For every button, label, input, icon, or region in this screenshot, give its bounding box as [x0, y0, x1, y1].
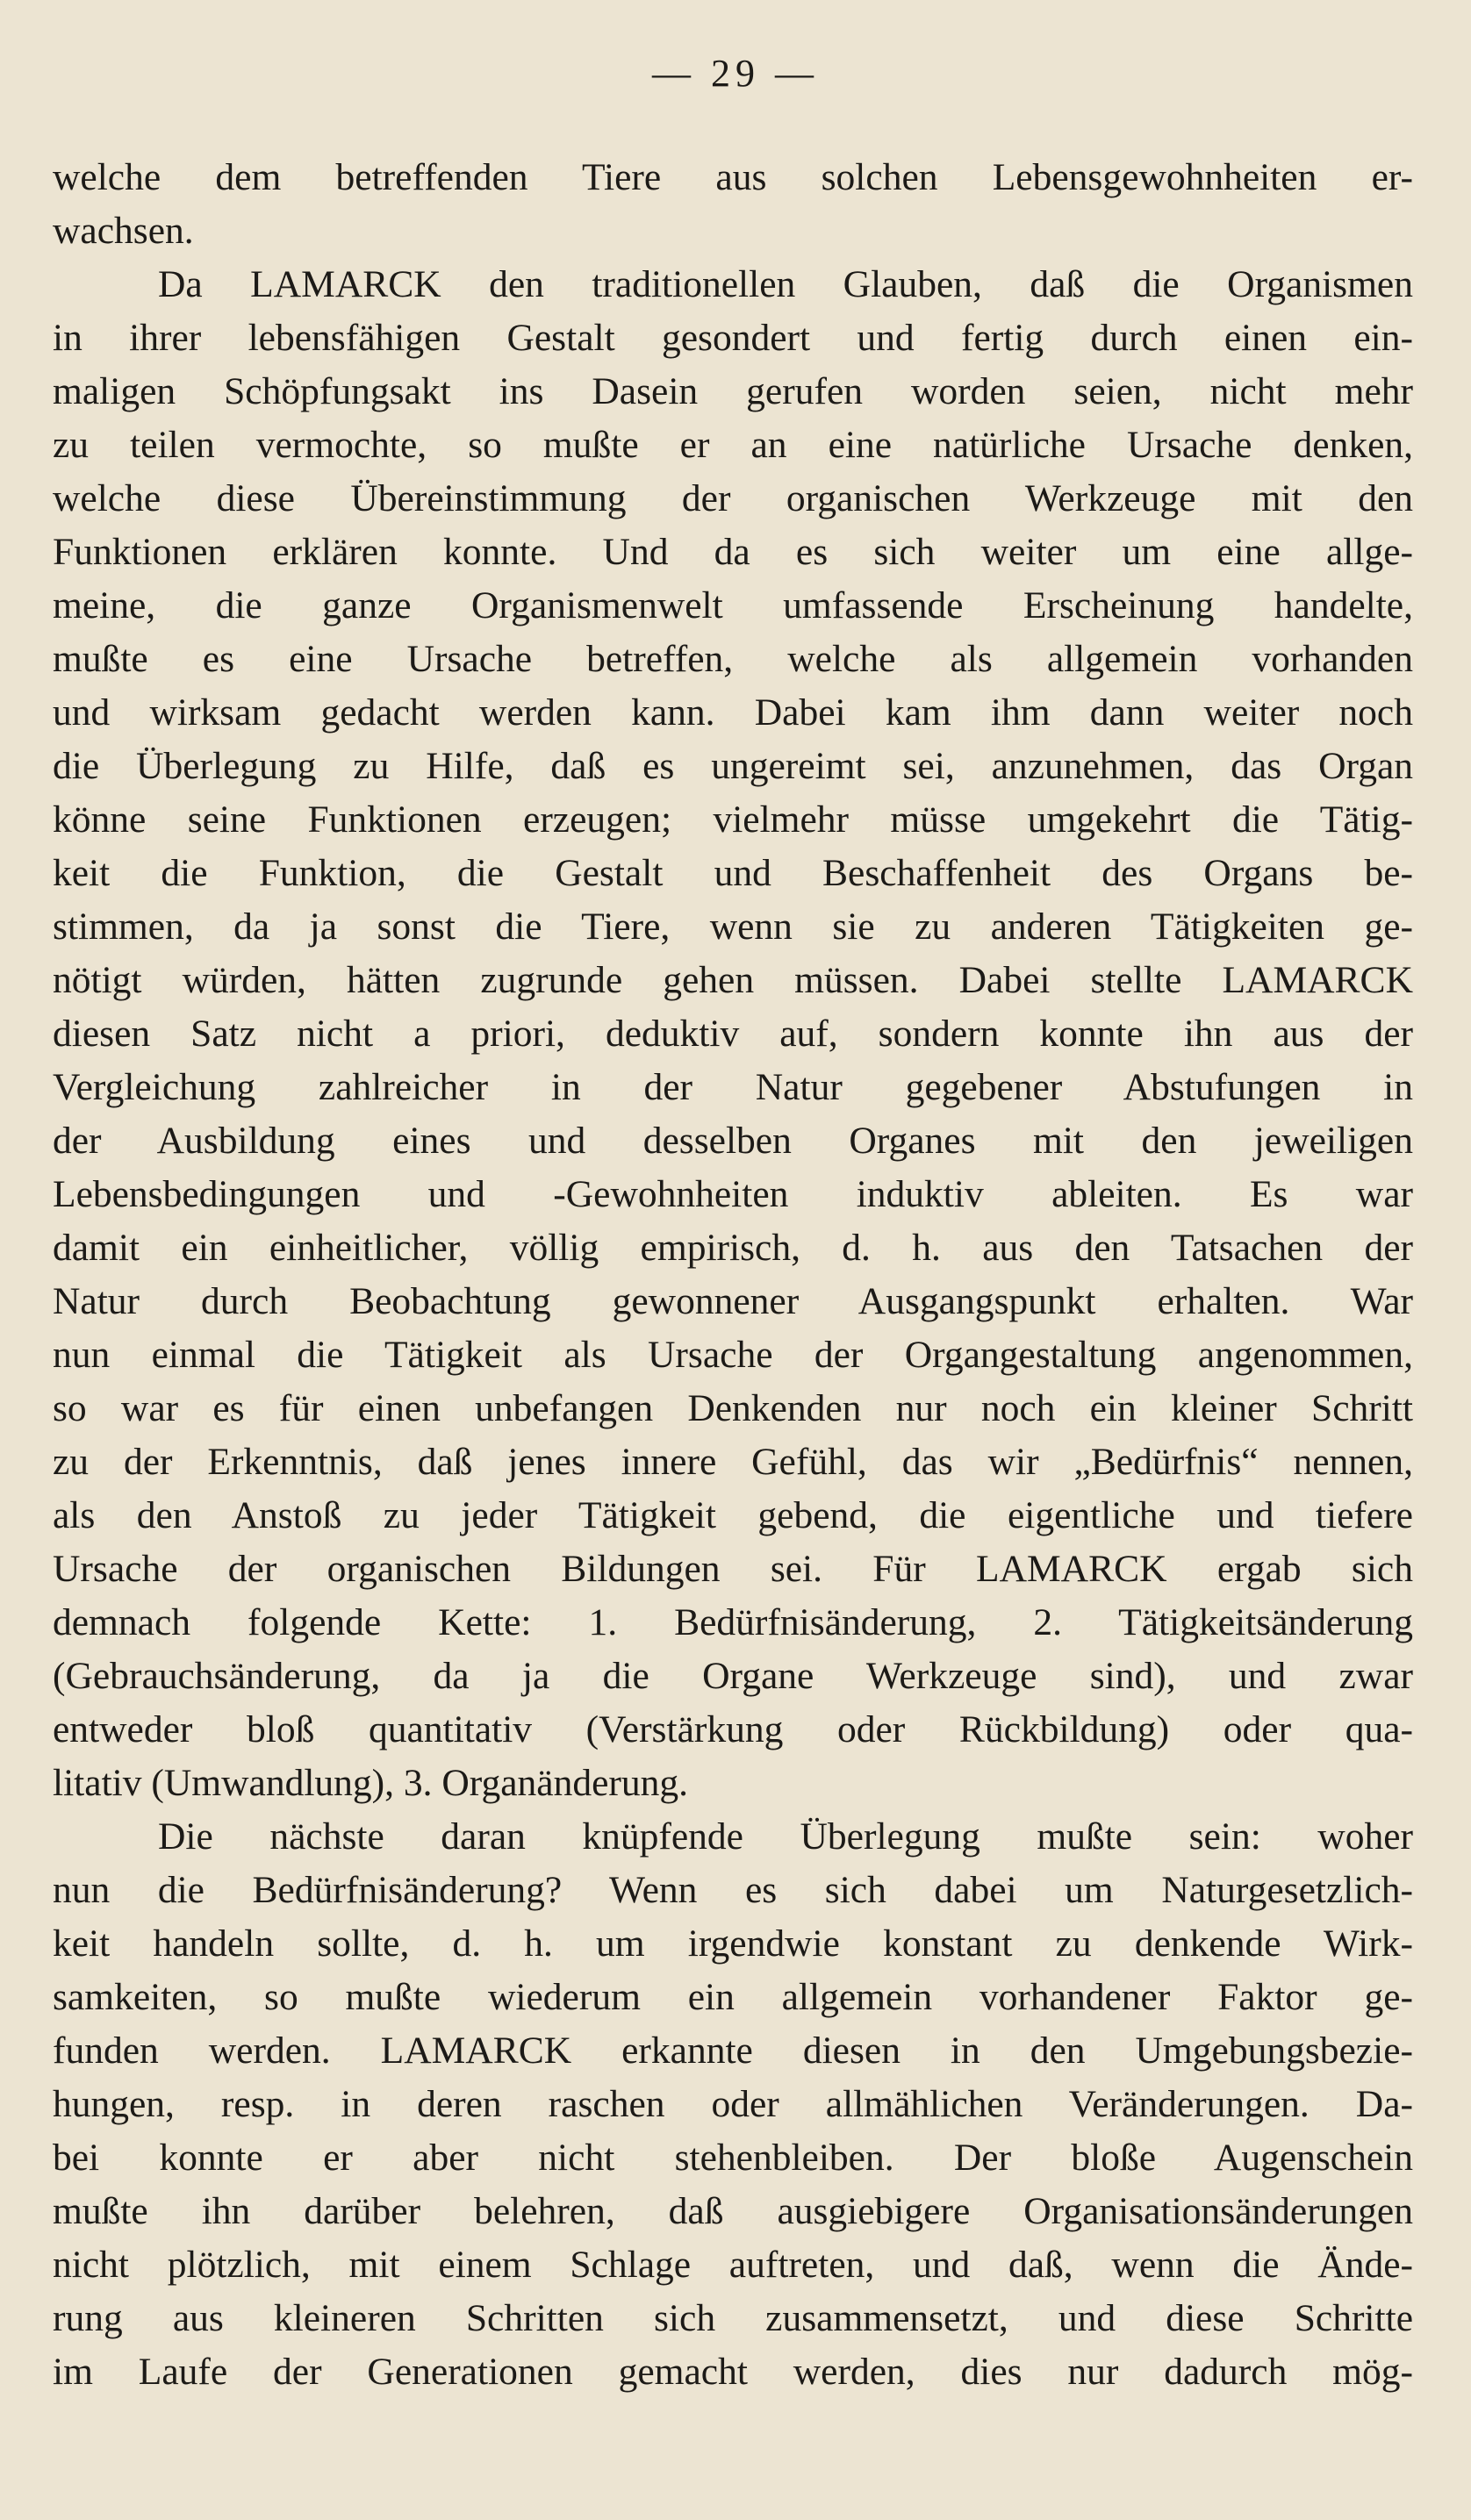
- text-line: als den Anstoß zu jeder Tätigkeit gebend, die eigentliche und tiefere: [53, 1494, 1413, 1536]
- text-line: Lebensbedingungen und -Gewohnheiten induktiv ableiten. Es war: [53, 1173, 1413, 1215]
- text-line: nun die Bedürfnisänderung? Wenn es sich dabei um Naturgesetzlich-: [53, 1869, 1413, 1911]
- text-line: zu der Erkenntnis, daß jenes innere Gefühl, das wir „Bedürfnis“ nennen,: [53, 1441, 1413, 1483]
- text-line: welche diese Übereinstimmung der organischen Werkzeuge mit den: [53, 477, 1413, 519]
- text-line: stimmen, da ja sonst die Tiere, wenn sie zu anderen Tätigkeiten ge-: [53, 906, 1413, 948]
- text-line: funden werden. LAMARCK erkannte diesen in den Umgebungsbezie-: [53, 2030, 1413, 2072]
- text-line: Da LAMARCK den traditionellen Glauben, daß die Organismen: [158, 263, 1413, 305]
- text-line: (Gebrauchsänderung, da ja die Organe Werkzeuge sind), und zwar: [53, 1655, 1413, 1697]
- text-line: Vergleichung zahlreicher in der Natur gegebener Abstufungen in: [53, 1066, 1413, 1108]
- text-line: nötigt würden, hätten zugrunde gehen müssen. Dabei stellte LAMARCK: [53, 959, 1413, 1001]
- text-line: demnach folgende Kette: 1. Bedürfnisänderung, 2. Tätigkeitsänderung: [53, 1601, 1413, 1643]
- text-line: rung aus kleineren Schritten sich zusammensetzt, und diese Schritte: [53, 2297, 1413, 2339]
- page-number: — 29 —: [652, 52, 819, 95]
- text-line: bei konnte er aber nicht stehenbleiben. Der bloße Augenschein: [53, 2137, 1413, 2179]
- text-line: könne seine Funktionen erzeugen; vielmehr müsse umgekehrt die Tätig-: [53, 798, 1413, 841]
- text-line: samkeiten, so mußte wiederum ein allgemein vorhandener Faktor ge-: [53, 1976, 1413, 2018]
- text-line: nicht plötzlich, mit einem Schlage auftreten, und daß, wenn die Ände-: [53, 2244, 1413, 2286]
- text-line: entweder bloß quantitativ (Verstärkung oder Rückbildung) oder qua-: [53, 1708, 1413, 1750]
- text-line: litativ (Umwandlung), 3. Organänderung.: [53, 1762, 689, 1804]
- text-line: mußte es eine Ursache betreffen, welche als allgemein vorhanden: [53, 638, 1413, 680]
- text-line: Funktionen erklären konnte. Und da es sich weiter um eine allge-: [53, 531, 1413, 573]
- text-line: so war es für einen unbefangen Denkenden nur noch ein kleiner Schritt: [53, 1387, 1413, 1429]
- text-line: zu teilen vermochte, so mußte er an eine natürliche Ursache denken,: [53, 424, 1413, 466]
- text-line: nun einmal die Tätigkeit als Ursache der Organgestaltung angenommen,: [53, 1334, 1413, 1376]
- text-line: meine, die ganze Organismenwelt umfassende Erscheinung handelte,: [53, 584, 1413, 626]
- text-line: maligen Schöpfungsakt ins Dasein gerufen worden seien, nicht mehr: [53, 370, 1413, 412]
- text-line: keit die Funktion, die Gestalt und Beschaffenheit des Organs be-: [53, 852, 1413, 894]
- text-line: wachsen.: [53, 210, 194, 252]
- text-line: Natur durch Beobachtung gewonnener Ausgangspunkt erhalten. War: [53, 1280, 1413, 1322]
- text-line: im Laufe der Generationen gemacht werden, dies nur dadurch mög-: [53, 2351, 1413, 2393]
- text-line: keit handeln sollte, d. h. um irgendwie konstant zu denkende Wirk-: [53, 1922, 1413, 1965]
- text-line: Die nächste daran knüpfende Überlegung mußte sein: woher: [158, 1815, 1413, 1858]
- text-line: in ihrer lebensfähigen Gestalt gesondert und fertig durch einen ein-: [53, 317, 1413, 359]
- text-line: hungen, resp. in deren raschen oder allmählichen Veränderungen. Da-: [53, 2083, 1413, 2125]
- text-line: damit ein einheitlicher, völlig empirisch, d. h. aus den Tatsachen der: [53, 1227, 1413, 1269]
- text-line: Ursache der organischen Bildungen sei. Für LAMARCK ergab sich: [53, 1548, 1413, 1590]
- body-text: [53, 151, 1413, 2399]
- text-line: und wirksam gedacht werden kann. Dabei kam ihm dann weiter noch: [53, 691, 1413, 734]
- text-line: mußte ihn darüber belehren, daß ausgiebigere Organisationsänderungen: [53, 2190, 1413, 2232]
- text-line: der Ausbildung eines und desselben Organes mit den jeweiligen: [53, 1120, 1413, 1162]
- text-line: die Überlegung zu Hilfe, daß es ungereimt sei, anzunehmen, das Organ: [53, 745, 1413, 787]
- text-line: diesen Satz nicht a priori, deduktiv auf, sondern konnte ihn aus der: [53, 1013, 1413, 1055]
- text-line: welche dem betreffenden Tiere aus solchen Lebensgewohnheiten er-: [53, 156, 1413, 198]
